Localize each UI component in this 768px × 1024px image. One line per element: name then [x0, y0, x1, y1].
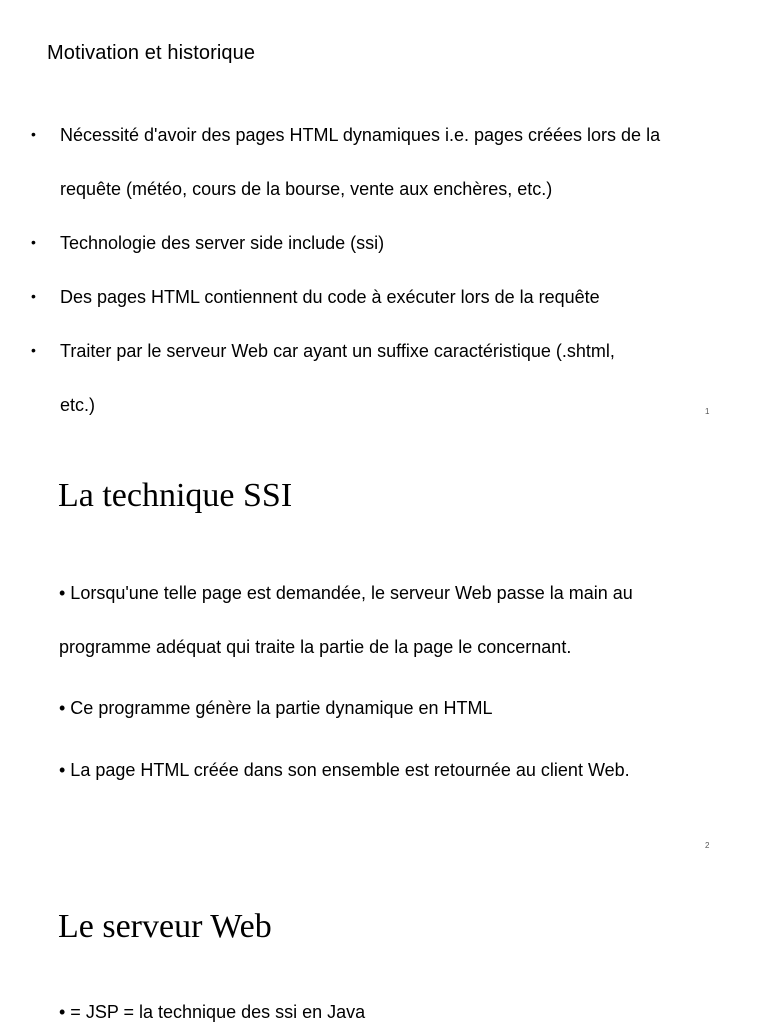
paragraph-line: • La page HTML créée dans son ensemble est retournée au client Web.: [59, 760, 630, 780]
slide-1-title: Motivation et historique: [47, 42, 256, 64]
paragraph-line: programme adéquat qui traite la partie de la page le concernant.: [59, 637, 572, 657]
paragraph-line: • Lorsqu'une telle page est demandée, le serveur Web passe la main au: [59, 583, 633, 603]
bullet-icon: •: [31, 342, 36, 358]
bullet-text: Technologie des server side include (ssi): [60, 233, 385, 253]
paragraph-line: • = JSP = la technique des ssi en Java: [59, 1002, 366, 1022]
bullet-text: requête (météo, cours de la bourse, vente aux enchères, etc.): [60, 179, 553, 199]
page-number: 2: [705, 841, 710, 850]
bullet-icon: •: [31, 288, 36, 304]
bullet-text: Traiter par le serveur Web car ayant un suffixe caractéristique (.shtml,: [60, 341, 615, 361]
slide-2-title: La technique SSI: [58, 477, 293, 514]
bullet-text: Des pages HTML contiennent du code à exécuter lors de la requête: [60, 287, 600, 307]
page-number: 1: [705, 407, 710, 416]
bullet-icon: •: [31, 234, 36, 250]
bullet-icon: •: [31, 126, 36, 142]
bullet-text: etc.): [60, 395, 96, 415]
paragraph-line: • Ce programme génère la partie dynamique en HTML: [59, 698, 493, 718]
slide-3-title: Le serveur Web: [58, 908, 272, 945]
bullet-text: Nécessité d'avoir des pages HTML dynamiques i.e. pages créées lors de la: [60, 125, 661, 145]
